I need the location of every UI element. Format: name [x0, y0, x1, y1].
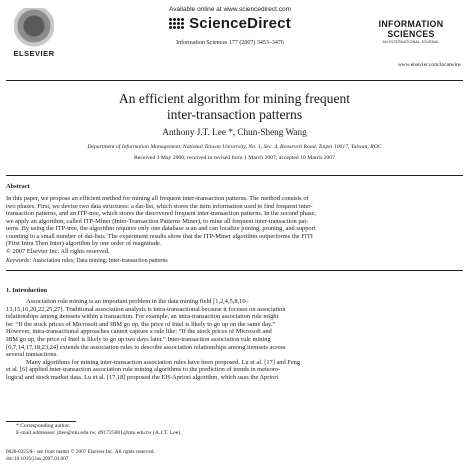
- bottom-info: [6, 449, 155, 462]
- journal-title-line2: SCIENCES: [387, 28, 435, 39]
- article-title-line2: inter-transaction patterns: [166, 106, 303, 122]
- intro-line: several transactions.: [6, 351, 58, 359]
- abstract-line: counting to a small number of dat-lists. The experiment results show that the ITP-Miner algorithm outperforms the FITI: [6, 232, 313, 240]
- issn-line: 0020-0255/$ - see front matter © 2007 Elsevier Inc. All rights reserved.: [6, 449, 155, 455]
- abstract-copyright: © 2007 Elsevier Inc. All rights reserved.: [6, 247, 110, 255]
- abstract-body: [6, 195, 463, 255]
- introduction-body: [6, 298, 463, 382]
- abstract-line: (First Intra Then Inter) algorithm by one order of magnitude.: [6, 240, 162, 247]
- elsevier-tree-icon: [14, 8, 54, 48]
- intro-line: 13,15,16,20,22,25,27]. Traditional association analysis is intra-transactional because it focuses on association: [6, 305, 286, 313]
- elsevier-logo: [6, 8, 62, 58]
- article-title-line1: An efficient algorithm for mining frequent: [118, 91, 351, 106]
- intro-line: IBM go up, the price of Intel is likely to go up two days later.” Inter-transaction association rule mining: [6, 335, 271, 343]
- abstract-bottom-rule: [6, 270, 463, 271]
- footnote: [6, 423, 182, 437]
- abstract-line: terns. By using the ITP-tree, the algorithm requires only one database scan and can localize joining, pruning, and support: [6, 225, 316, 232]
- affiliation: Department of Information Management, National Taiwan University, No. 1, Sec. 4, Roosevelt Road, Taipei 10617, Taiwan, ROC: [87, 144, 382, 150]
- journal-subtitle: AN INTERNATIONAL JOURNAL: [382, 40, 440, 44]
- intro-line: Many algorithms for mining inter-transaction association rules have been proposed. Lu et al. [17] and Feng: [26, 358, 301, 366]
- abstract-line: we apply an algorithm, called ITP-Miner (Inter-Transaction Patterns Miner), to mine all frequent inter-transaction pat-: [6, 217, 309, 225]
- intro-line: logical and stock market data. Lu et al. [17,18] proposed the EH-Apriori algorithm, which uses the Apriori: [6, 373, 279, 381]
- abstract-top-rule: [6, 175, 463, 176]
- abstract-line: In this paper, we propose an efficient method for mining all frequent inter-transaction patterns. The method consists of: [6, 195, 309, 202]
- publisher-name: ELSEVIER: [13, 49, 55, 58]
- intro-line: Association rule mining is an important problem in the data mining field [1,2,4,5,8,10–: [26, 298, 249, 305]
- intro-line: et al. [6] applied inter-transaction association rule mining algorithms to the prediction of trends in meteoro-: [6, 366, 281, 374]
- authors: Anthony J.T. Lee *, Chun-Sheng Wang: [162, 127, 307, 137]
- journal-url[interactable]: www.elsevier.com/locate/ins: [397, 62, 461, 68]
- sciencedirect-dots-icon: [169, 18, 185, 30]
- intro-line: However, intra-transactional approaches cannot capture a rule like: “If the stock prices of Microsoft and: [6, 328, 272, 336]
- keywords: [6, 258, 168, 264]
- available-online-text[interactable]: Available online at www.sciencedirect.com: [169, 6, 291, 13]
- journal-title-line1: INFORMATION: [378, 19, 444, 29]
- sciencedirect-wordmark: ScienceDirect: [189, 15, 291, 32]
- keywords-text: Association rules; Data mining; Inter-transaction patterns: [32, 258, 168, 264]
- doi-line[interactable]: doi:10.1016/j.ins.2007.03.007: [6, 455, 69, 462]
- header-center: [120, 6, 340, 46]
- keywords-label: Keywords:: [6, 258, 32, 264]
- intro-line: [6,7,14,17,18,23,24] extends the association rules to describe association relationships among itemsets across: [6, 343, 286, 351]
- article-title: [20, 91, 449, 122]
- footnote-rule: [6, 421, 76, 422]
- journal-citation: Information Sciences 177 (2007) 3453–3476: [176, 40, 284, 46]
- corresponding-author-note: * Corresponding author.: [16, 423, 71, 429]
- abstract-heading: Abstract: [6, 183, 30, 190]
- intro-line: relationships among itemsets within a transaction. For example, an intra-transaction association rule might: [6, 313, 279, 321]
- abstract-line: two phases. First, we devise two data structures: a dat-list, which stores the item information used to find frequent inter-: [6, 202, 313, 210]
- email-addresses[interactable]: E-mail addresses: jtlee@ntu.edu.tw, d91725001@ntu.edu.tw (A.J.T. Lee).: [16, 430, 182, 436]
- intro-line: be: “If the stock prices of Microsoft and IBM go up, the price of Intel is likely to go up on the same day.”: [6, 320, 276, 328]
- abstract-line: transaction patterns, and an ITP-tree, which stores the discovered frequent inter-transaction patterns. In the second phase,: [6, 210, 316, 217]
- received-dates: Received 3 May 2006; received in revised form 1 March 2007; accepted 10 March 2007: [134, 155, 335, 161]
- journal-logo: [361, 20, 461, 68]
- sciencedirect-logo: [120, 15, 340, 32]
- header-rule: [6, 80, 463, 81]
- introduction-heading: 1. Introduction: [6, 287, 48, 294]
